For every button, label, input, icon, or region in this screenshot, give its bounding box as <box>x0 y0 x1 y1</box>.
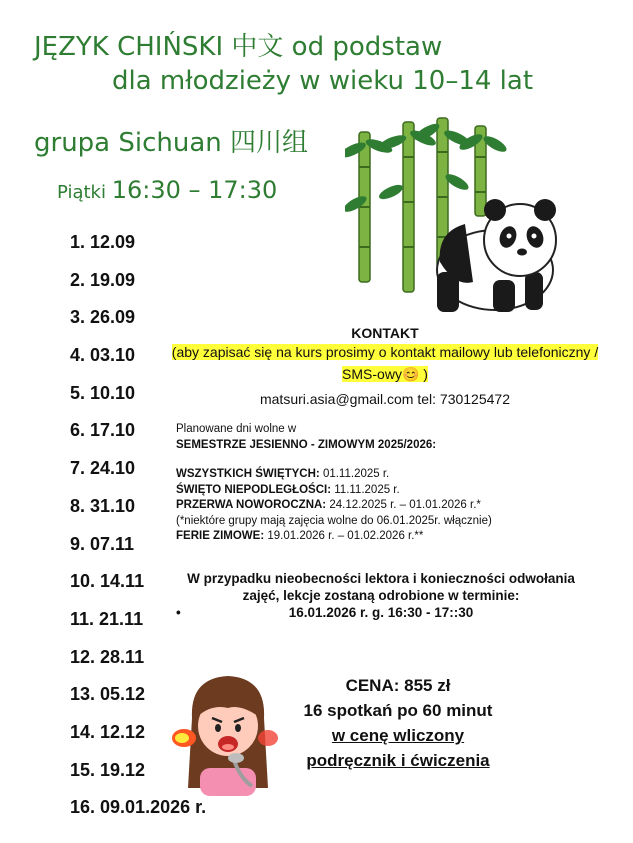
holidays-intro: Planowane dni wolne w <box>176 423 297 435</box>
makeup-line <box>176 604 586 621</box>
lesson-date: 4. 03.10 <box>70 345 136 366</box>
lesson-date: 13. 05.12 <box>70 684 146 705</box>
schedule-time <box>57 176 277 204</box>
lesson-date: 5. 10.10 <box>70 382 136 403</box>
bullet-icon: • <box>176 605 181 620</box>
price-materials: podręcznik i ćwiczenia <box>306 751 490 770</box>
title-line-2: dla młodzieży w wieku 10–14 lat <box>112 66 534 96</box>
price-meetings: 16 spotkań po 60 minut <box>303 701 493 720</box>
lesson-date: 6. 17.10 <box>70 420 136 441</box>
holiday-item: FERIE ZIMOWE: 19.01.2026 r. – 01.02.2026 r.** <box>176 530 424 542</box>
schedule-hours: 16:30 – 17:30 <box>111 176 278 204</box>
contact-section <box>170 325 600 407</box>
lesson-date: 9. 07.11 <box>70 533 135 554</box>
makeup-date: 16.01.2026 r. g. 16:30 - 17::30 <box>288 605 474 620</box>
lesson-date: 7. 24.10 <box>70 458 136 479</box>
contact-note: (aby zapisać się na kurs prosimy o kontakt mailowy lub telefoniczny / SMS-owy😊 ) <box>171 344 599 382</box>
lesson-date: 11. 21.11 <box>70 608 144 629</box>
absence-text: W przypadku nieobecności lektora i konieczności odwołania zajęć, lekcje zostaną odrobione w terminie: <box>187 571 575 603</box>
lesson-date: 2. 19.09 <box>70 269 136 290</box>
price-value: CENA: 855 zł <box>345 676 451 695</box>
contact-heading: KONTAKT <box>351 325 419 341</box>
panda-bamboo-illustration <box>345 112 567 317</box>
holidays-semester: SEMESTRZE JESIENNO - ZIMOWYM 2025/2026: <box>176 438 437 451</box>
group-name: grupa Sichuan 四川组 <box>34 128 309 158</box>
title-line-1: JĘZYK CHIŃSKI 中文 od podstaw <box>34 32 443 62</box>
holiday-item: WSZYSTKICH ŚWIĘTYCH: 01.11.2025 r. <box>176 468 390 480</box>
lesson-date: 15. 19.12 <box>70 759 146 780</box>
holiday-item: ŚWIĘTO NIEPODLEGŁOŚCI: 11.11.2025 r. <box>176 483 400 496</box>
holiday-item: PRZERWA NOWOROCZNA: 24.12.2025 r. – 01.01.2026 r.* <box>176 499 481 511</box>
holiday-footnote: (*niektóre grupy mają zajęcia wolne do 06.01.2025r. włącznie) <box>176 514 492 527</box>
lesson-date: 14. 12.12 <box>70 721 146 742</box>
holidays-section <box>176 422 492 545</box>
price-section <box>268 673 528 773</box>
absence-notice <box>176 570 586 621</box>
lesson-date: 10. 14.11 <box>70 571 145 592</box>
schedule-day: Piątki <box>57 182 112 203</box>
price-included: w cenę wliczony <box>331 726 465 745</box>
lesson-date: 1. 12.09 <box>70 232 136 252</box>
lesson-date: 3. 26.09 <box>70 307 136 328</box>
contact-details[interactable]: matsuri.asia@gmail.com tel: 730125472 <box>259 391 510 407</box>
lesson-date: 16. 09.01.2026 r. <box>70 797 207 818</box>
lesson-date: 8. 31.10 <box>70 495 136 516</box>
lesson-date: 12. 28.11 <box>70 646 145 667</box>
